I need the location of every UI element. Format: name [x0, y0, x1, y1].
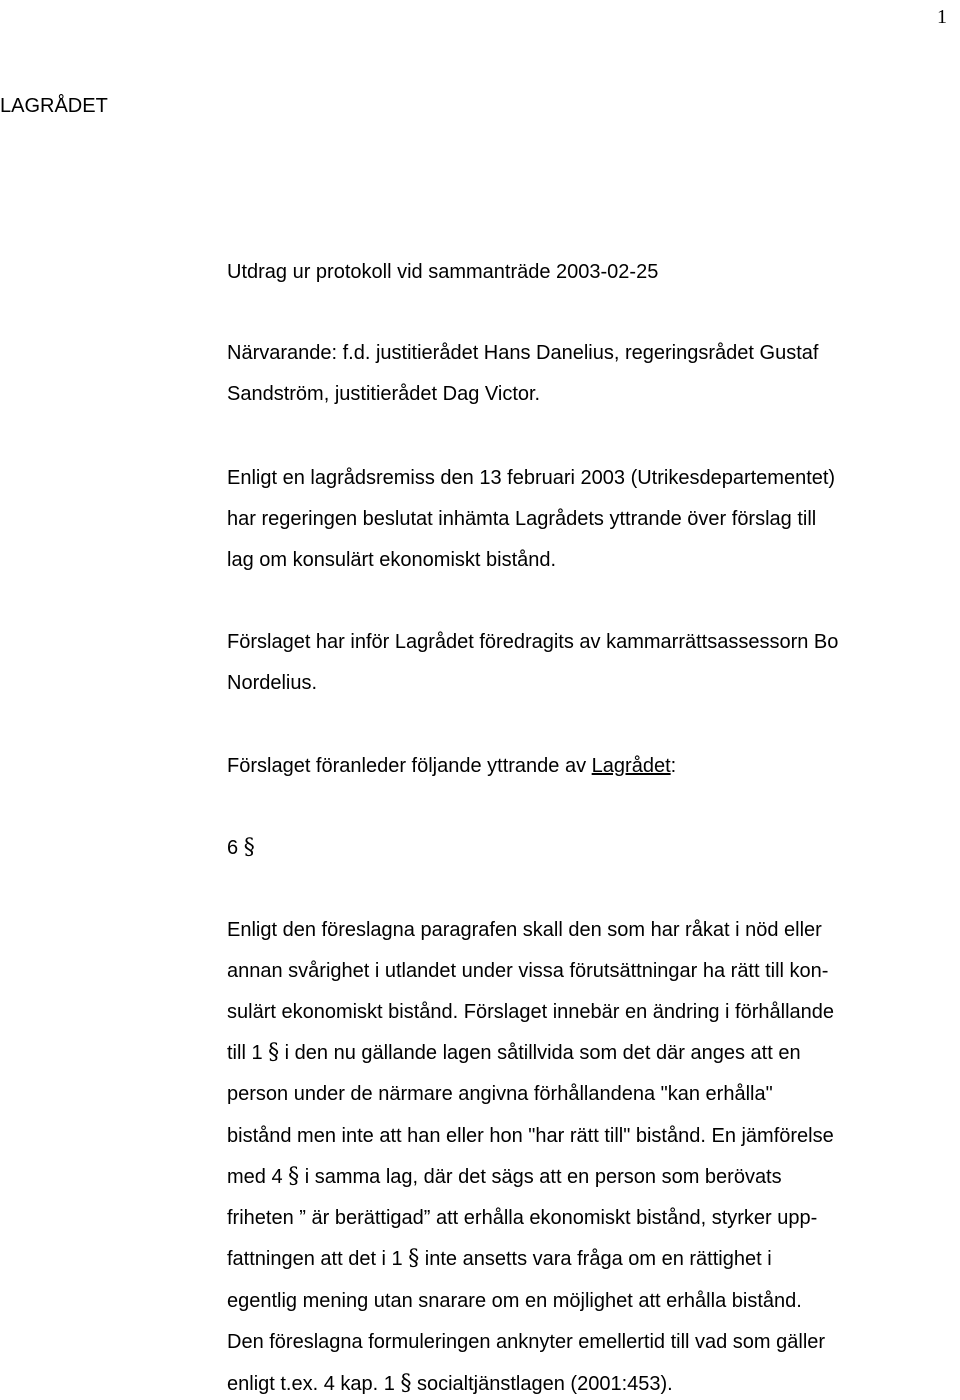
paragraph-3-text: Förslaget föranleder följande yttrande av — [227, 755, 592, 777]
body-line — [227, 1041, 801, 1065]
body-text: i samma lag, där det sägs att en person som berövats — [299, 1166, 782, 1188]
protocol-excerpt: Utdrag ur protokoll vid sammanträde 2003-02-25 — [227, 261, 659, 283]
section-symbol: § — [268, 1040, 280, 1065]
paragraph-1-line-3: lag om konsulärt ekonomiskt bistånd. — [227, 549, 557, 571]
body-line — [227, 1372, 673, 1396]
section-number: 6 — [227, 837, 239, 859]
body-text: sulärt ekonomiskt bistånd. Förslaget innebär en ändring i förhållande — [227, 1001, 835, 1023]
paragraph-1-line-2: har regeringen beslutat inhämta Lagrådets yttrande över förslag till — [227, 508, 817, 530]
attendees-line-1 — [227, 341, 818, 365]
body-text: annan svårighet i utlandet under vissa förutsättningar ha rätt till kon- — [227, 960, 829, 982]
body-text: bistånd men inte att han eller hon "har rätt till" bistånd. En jämförelse — [227, 1125, 834, 1147]
paragraph-2-line-1: Förslaget har inför Lagrådet föredragits av kammarrättsassessorn Bo — [227, 631, 839, 653]
attendees-label: Närvarande: — [227, 342, 338, 364]
body-line — [227, 1330, 825, 1354]
paragraph-3 — [227, 754, 676, 778]
body-line — [227, 1124, 834, 1148]
organization-heading: LAGRÅDET — [0, 95, 108, 117]
body-text: i den nu gällande lagen såtillvida som det där anges att en — [279, 1042, 801, 1064]
section-symbol: § — [408, 1246, 420, 1271]
body-text: till 1 — [227, 1042, 269, 1064]
lagradet-link: Lagrådet — [591, 755, 671, 777]
body-text: friheten ” är berättigad” att erhålla ekonomiskt bistånd, styrker upp- — [227, 1207, 818, 1229]
body-text: egentlig mening utan snarare om en möjlighet att erhålla bistånd. — [227, 1290, 802, 1312]
paragraph-3-suffix: : — [670, 755, 677, 777]
page-number: 1 — [937, 6, 947, 28]
section-symbol: § — [288, 1164, 300, 1189]
body-text: fattningen att det i 1 — [227, 1248, 409, 1270]
body-line — [227, 1289, 802, 1313]
body-line — [227, 959, 828, 983]
body-text: Enligt den föreslagna paragrafen skall den som har råkat i nöd eller — [227, 919, 822, 941]
body-text: med 4 — [227, 1166, 289, 1188]
body-text: socialtjänstlagen (2001:453). — [411, 1373, 673, 1395]
body-text: person under de närmare angivna förhållandena "kan erhålla" — [227, 1083, 773, 1105]
paragraph-2-line-2: Nordelius. — [227, 672, 318, 694]
body-line — [227, 918, 822, 942]
body-line — [227, 1247, 772, 1271]
attendees-line-2: Sandström, justitierådet Dag Victor. — [227, 383, 541, 405]
attendees-names: f.d. justitierådet Hans Danelius, regeringsrådet Gustaf — [342, 342, 819, 364]
body-line — [227, 1206, 817, 1230]
section-heading — [227, 836, 255, 860]
section-symbol: § — [400, 1371, 412, 1396]
section-symbol: § — [243, 835, 255, 860]
body-line — [227, 1000, 834, 1024]
body-text: inte ansetts vara fråga om en rättighet i — [419, 1248, 772, 1270]
body-text: enligt t.ex. 4 kap. 1 — [227, 1373, 401, 1395]
paragraph-1-line-1: Enligt en lagrådsremiss den 13 februari 2003 (Utrikesdepartementet) — [227, 467, 836, 489]
body-line — [227, 1082, 773, 1106]
body-line — [227, 1165, 782, 1189]
body-text: Den föreslagna formuleringen anknyter emellertid till vad som gäller — [227, 1331, 826, 1353]
